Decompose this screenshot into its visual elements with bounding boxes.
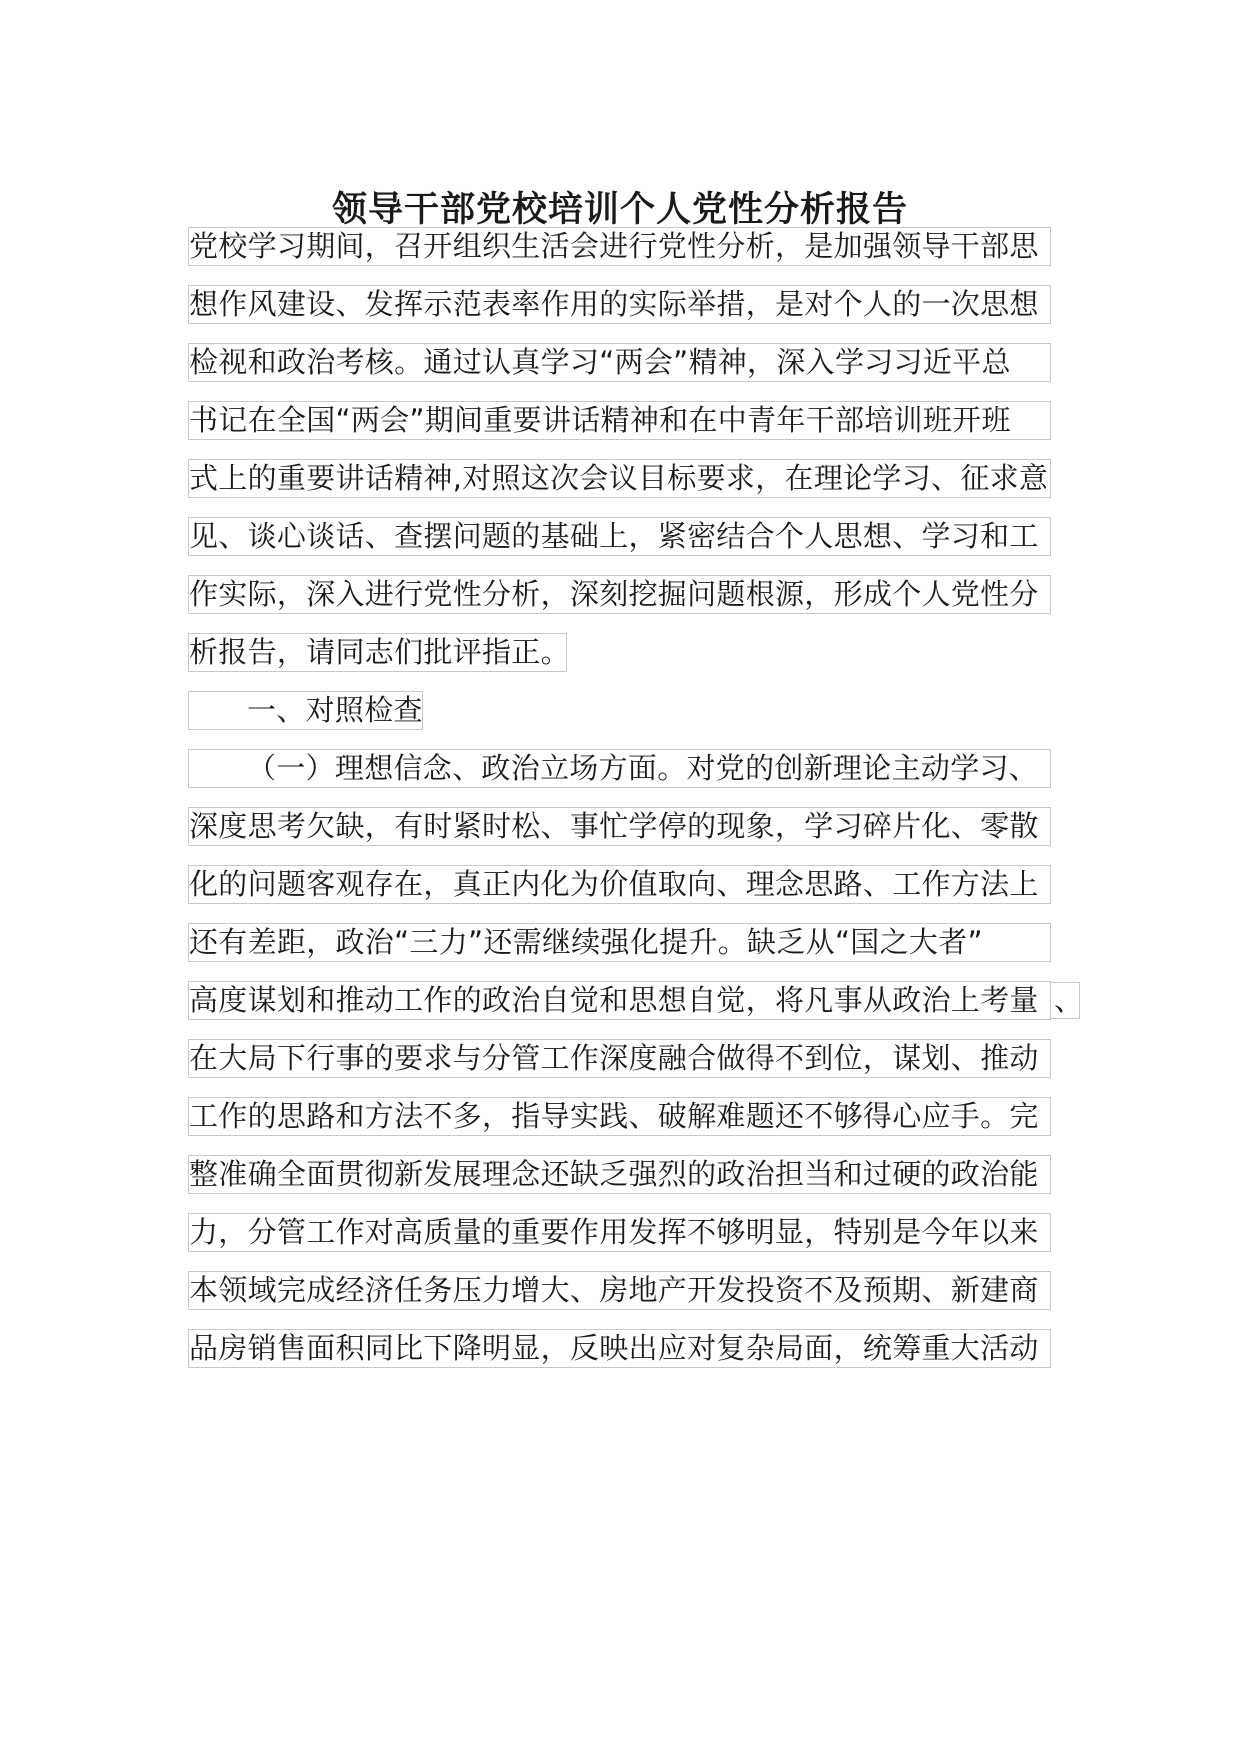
section-heading: 一、对照检查 xyxy=(188,691,423,730)
document-title: 领导干部党校培训个人党性分析报告 xyxy=(331,190,908,230)
paragraph-line: 书记在全国“两会”期间重要讲话精神和在中青年干部培训班开班 xyxy=(188,401,1051,440)
paragraph-line: 力，分管工作对高质量的重要作用发挥不够明显，特别是今年以来 xyxy=(188,1213,1051,1252)
paragraph-line: 品房销售面积同比下降明显，反映出应对复杂局面，统筹重大活动 xyxy=(188,1329,1051,1368)
paragraph-line: 析报告，请同志们批评指正。 xyxy=(188,633,567,672)
paragraph-line: 工作的思路和方法不多，指导实践、破解难题还不够得心应手。完 xyxy=(188,1097,1051,1136)
paragraph-line: 党校学习期间，召开组织生活会进行党性分析，是加强领导干部思 xyxy=(188,227,1051,266)
paragraph-line: 见、谈心谈话、查摆问题的基础上，紧密结合个人思想、学习和工 xyxy=(188,517,1051,556)
paragraph-line: 整准确全面贯彻新发展理念还缺乏强烈的政治担当和过硬的政治能 xyxy=(188,1155,1051,1194)
paragraph-line: 作实际，深入进行党性分析，深刻挖掘问题根源，形成个人党性分 xyxy=(188,575,1051,614)
paragraph-line: 高度谋划和推动工作的政治自觉和思想自觉，将凡事从政治上考量 xyxy=(188,981,1051,1020)
paragraph-line: 想作风建设、发挥示范表率作用的实际举措，是对个人的一次思想 xyxy=(188,285,1051,324)
overflow-punctuation: 、 xyxy=(1050,982,1080,1019)
paragraph-line: 化的问题客观存在，真正内化为价值取向、理念思路、工作方法上 xyxy=(188,865,1051,904)
paragraph-line: 深度思考欠缺，有时紧时松、事忙学停的现象，学习碎片化、零散 xyxy=(188,807,1051,846)
paragraph-line: 还有差距，政治“三力”还需继续强化提升。缺乏从“国之大者” xyxy=(188,923,1051,962)
paragraph-line: 本领域完成经济任务压力增大、房地产开发投资不及预期、新建商 xyxy=(188,1271,1051,1310)
paragraph-line: （一）理想信念、政治立场方面。对党的创新理论主动学习、 xyxy=(188,749,1051,788)
paragraph-line: 检视和政治考核。通过认真学习“两会”精神，深入学习习近平总 xyxy=(188,343,1051,382)
paragraph-line: 在大局下行事的要求与分管工作深度融合做得不到位，谋划、推动 xyxy=(188,1039,1051,1078)
paragraph-line: 式上的重要讲话精神,对照这次会议目标要求，在理论学习、征求意 xyxy=(188,459,1051,498)
